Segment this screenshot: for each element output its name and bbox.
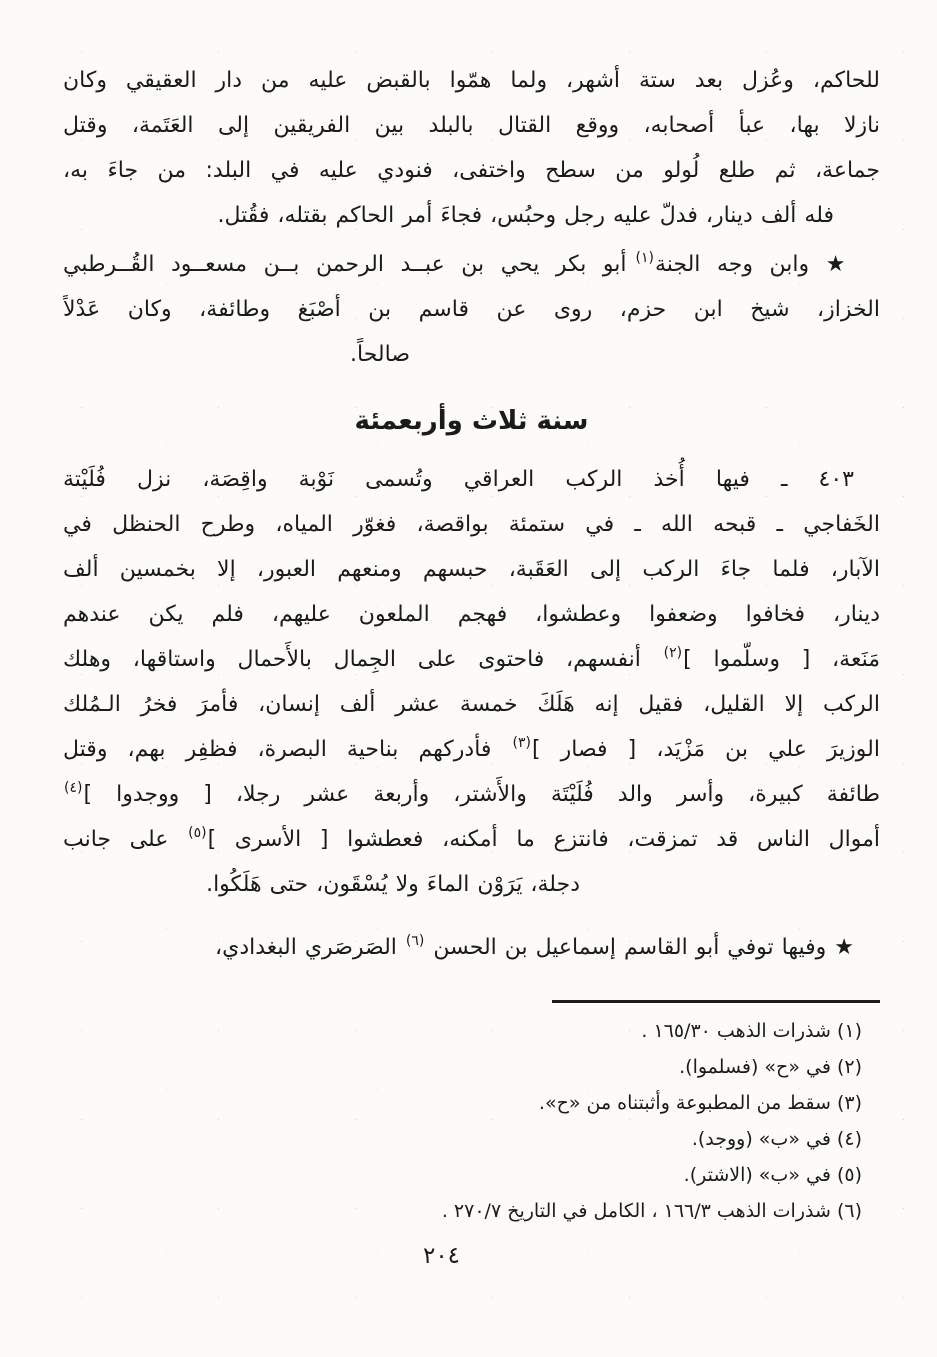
text-line xyxy=(63,637,880,682)
paragraph-sarsari xyxy=(63,925,880,970)
text-run: دجلة، يَرَوْن الماءَ ولا يُسْقَون، حتى هَلَكُوا. xyxy=(206,872,580,897)
text-run: مَنَعة، [ وسلّموا ] xyxy=(683,647,880,672)
text-run: الوزيرَ علي بن مَزْيَد، [ فصار ] xyxy=(531,737,880,762)
footnote-reference: (٦) xyxy=(405,933,425,949)
text-run: فأدركهم بناحية البصرة، فظفِر بهم، وقتل xyxy=(63,737,512,762)
text-run: ★ وابن وجه الجنة xyxy=(654,252,854,277)
text-line xyxy=(63,287,880,332)
paragraph-hakim-lulu xyxy=(63,58,880,238)
text-run: دينار، فخافوا وضعفوا وعطشوا، فهجم الملعون عليهم، فلم يكن عندهم xyxy=(63,602,880,627)
text-run: الآبار، فلما جاءَ الركب إلى العَقَبة، حبسهم ومنعهم العبور، إلا بخمسين ألف xyxy=(63,557,880,582)
text-run: الخزاز، شيخ ابن حزم، روى عن قاسم بن أصْبَغ وطائفة، وكان عَدْلاً xyxy=(63,297,880,322)
footnotes xyxy=(63,1013,880,1229)
section-heading: سنة ثلاث وأربعمئة xyxy=(354,406,589,436)
text-run: أنفسهم، فاحتوى على الجِمال بالأَحمال واستاقها، وهلك xyxy=(63,647,663,672)
footnote-item: (١) شذرات الذهب ١٦٥/٣٠ . xyxy=(641,1020,862,1042)
text-line xyxy=(63,103,880,148)
text-line xyxy=(63,193,880,238)
footnote-item: (٥) في «ب» (الاشتر). xyxy=(683,1164,862,1186)
text-line xyxy=(63,547,880,592)
text-run: ★ وفيها توفي أبو القاسم إسماعيل بن الحسن xyxy=(425,935,854,960)
footnote-reference: (٥) xyxy=(188,825,207,841)
text-line xyxy=(63,457,880,502)
footnote-reference: (١) xyxy=(635,250,654,266)
text-run: الخَفاجي ـ قبحه الله ـ في ستمئة بواقصة، فغوّر المياه، وطرح الحنظل في xyxy=(63,512,880,537)
text-line xyxy=(63,242,880,287)
text-line xyxy=(63,817,880,862)
text-line xyxy=(63,502,880,547)
text-line xyxy=(63,772,880,817)
text-run: أموال الناس قد تمزقت، فانتزع ما أمكنه، فعطشوا [ الأسرى ] xyxy=(207,827,880,852)
footnote-item: (٦) شذرات الذهب ١٦٦/٣ ، الكامل في التاريخ ٢٧٠/٧ . xyxy=(441,1200,862,1222)
text-run: الركب إلا القليل، فقيل إنه هَلَكَ خمسة عشر ألف إنسان، فأمرَ فخرُ الـمُلك xyxy=(63,692,880,717)
text-line xyxy=(63,592,880,637)
footnote-reference: (٣) xyxy=(512,735,531,751)
text-run: جماعة، ثم طلع لُولو من سطح واختفى، فنودي عليه في البلد: من جاءَ به، xyxy=(63,158,880,183)
footnote-item: (٣) سقط من المطبوعة وأثبتناه من «ح». xyxy=(538,1092,862,1114)
text-run: نازلا بها، عبأ أصحابه، ووقع القتال بالبلد بين الفريقين إلى العَتَمة، وقتل xyxy=(63,113,880,138)
paragraph-year-403 xyxy=(63,457,880,907)
text-run: للحاكم، وعُزل بعد ستة أشهر، ولما همّوا بالقبض عليه من دار العقيقي وكان xyxy=(63,68,880,93)
text-line xyxy=(63,925,880,970)
text-run: طائفة كبيرة، وأسر والد فُلَيْتَة والأَشتر، وأربعة عشر رجلا، [ ووجدوا ] xyxy=(83,782,880,807)
paragraph-ibn-wajh-aljanna xyxy=(63,242,880,377)
page-number: ٢٠٤ xyxy=(422,1243,461,1269)
footnote-reference: (٤) xyxy=(64,780,83,796)
text-line xyxy=(63,58,880,103)
text-line xyxy=(63,332,880,377)
text-run: الصَرصَري البغدادي، xyxy=(215,935,405,960)
body-text-top xyxy=(63,58,880,377)
text-run: صالحاً. xyxy=(350,342,410,367)
body-text-main xyxy=(63,457,880,970)
text-run: فله ألف دينار، فدلّ عليه رجل وحبُس، فجاءَ أمر الحاكم بقتله، فقُتل. xyxy=(217,203,834,228)
footnote-item: (٤) في «ب» (ووجد). xyxy=(691,1128,862,1150)
text-run: أبو بكر يحي بن عبــد الرحمن بــن مسعــود القُــرطبي xyxy=(63,252,635,277)
text-line xyxy=(63,682,880,727)
footnote-item: (٢) في «ح» (فسلموا). xyxy=(679,1056,862,1078)
text-line xyxy=(63,862,880,907)
footnote-separator xyxy=(552,1000,880,1003)
footnote-reference: (٢) xyxy=(663,645,683,661)
text-run: ٤٠٣ ـ فيها أُخذ الركب العراقي وتُسمى نَوْبة واقِصَة، نزل فُلَيْتة xyxy=(63,467,854,492)
text-line xyxy=(63,727,880,772)
text-line xyxy=(63,148,880,193)
text-run: على جانب xyxy=(63,827,188,852)
